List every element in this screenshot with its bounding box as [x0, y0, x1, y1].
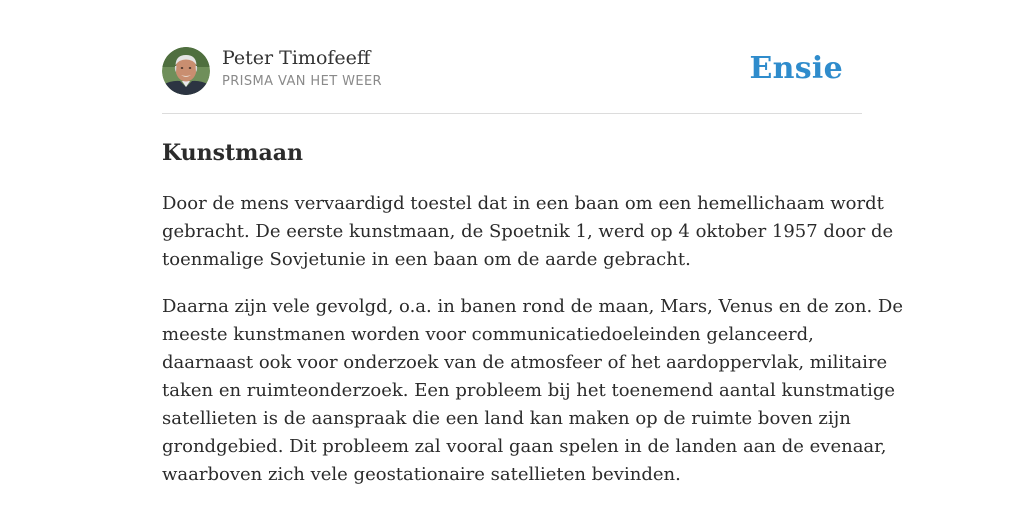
collection-name[interactable]: PRISMA VAN HET WEER: [222, 74, 382, 89]
brand-logo[interactable]: Ensie: [749, 51, 843, 86]
paragraph-line: Door de mens vervaardigd toestel dat in een baan om een hemellichaam wordt: [162, 193, 884, 214]
article-paragraph-2: [162, 293, 903, 489]
paragraph-line: daarnaast ook voor onderzoek van de atmosfeer of het aardoppervlak, militaire: [162, 352, 888, 373]
author-portrait-image: [162, 47, 210, 95]
paragraph-line: toenmalige Sovjetunie in een baan om de aarde gebracht.: [162, 249, 691, 270]
header-divider: [162, 113, 862, 114]
paragraph-line: grondgebied. Dit probleem zal vooral gaan spelen in de landen aan de evenaar,: [162, 436, 887, 457]
article-title: Kunstmaan: [162, 140, 303, 166]
paragraph-line: Daarna zijn vele gevolgd, o.a. in banen rond de maan, Mars, Venus en de zon. De: [162, 296, 903, 317]
paragraph-line: waarboven zich vele geostationaire satellieten bevinden.: [162, 464, 681, 485]
paragraph-line: meeste kunstmanen worden voor communicatiedoeleinden gelanceerd,: [162, 324, 814, 345]
article-header: [162, 46, 862, 96]
paragraph-line: satellieten is de aanspraak die een land kan maken op de ruimte boven zijn: [162, 408, 851, 429]
author-avatar[interactable]: [162, 47, 210, 95]
article-paragraph-1: [162, 190, 894, 274]
article-page: [162, 0, 903, 512]
paragraph-line: taken en ruimteonderzoek. Een probleem bij het toenemend aantal kunstmatige: [162, 380, 896, 401]
paragraph-line: gebracht. De eerste kunstmaan, de Spoetnik 1, werd op 4 oktober 1957 door de: [162, 221, 894, 242]
author-name[interactable]: Peter Timofeeff: [222, 47, 371, 69]
